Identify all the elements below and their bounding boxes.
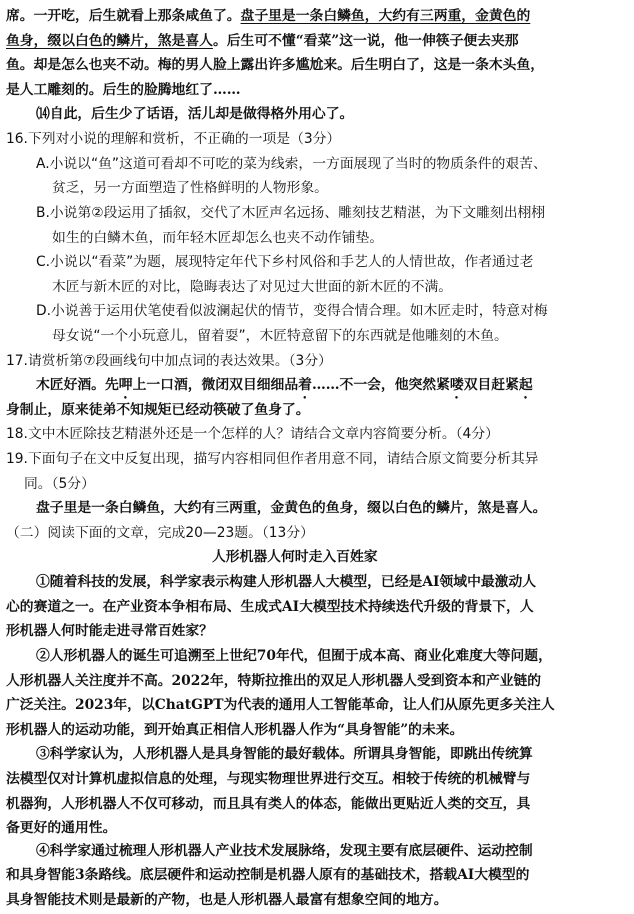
underlined-sentence: 鱼身，缀以白色的鳞片，煞是喜人 — [6, 32, 213, 49]
story-line-5: ⒁自此，后生少了话语，活儿却是做得格外用心了。 — [36, 106, 354, 123]
quote-text: 双目赶紧 — [463, 377, 519, 394]
q16-option-a-line1: A.小说以“鱼”这道可看却不可吃的菜为线索，一方面展现了当时的物质条件的艰苦、 — [36, 155, 547, 172]
article-p1-line2: 心的赛道之一。在产业资本争相布局、生成式AI大模型技术持续迭代升级的背景下，人 — [6, 598, 534, 615]
article-p2-line3: 广泛关注。2023年，以ChatGPT为代表的通用人工智能革命，让人们从原先更多关注人 — [6, 697, 555, 714]
q16-option-d-line2: 母女说“一个小玩意儿，留着耍”，木匠特意留下的东西就是他雕刻的木鱼。 — [52, 327, 508, 344]
question-17-stem: 17.请赏析第⑦段画线句中加点词的表达效果。（3分） — [6, 352, 332, 369]
article-p3-line4: 备更好的通用性。 — [6, 820, 117, 837]
article-p4-line3: 具身智能技术则是最新的产物，也是人形机器人最富有想象空间的地方。 — [6, 892, 448, 908]
dotted-word: 喽 — [449, 377, 464, 394]
story-text: 。后生可不懂“看菜”这一说，他一伸筷子便去夹那 — [212, 32, 519, 49]
article-p3-line3: 机器狗，人形机器人不仅可移动，而且具有类人的体态，能做出更贴近人类的交互，具 — [6, 795, 531, 812]
question-19-stem-line2: 同。（5分） — [24, 475, 95, 492]
story-line-1 — [6, 6, 530, 30]
story-line-4: 是人工雕刻的。后生的脸腾地红了…… — [6, 81, 241, 98]
underlined-sentence: 盘子里是一条白鳞鱼，大约有三两重，金黄色的 — [240, 8, 531, 24]
article-p1-line1: ①随着科技的发展，科学家表示构建人形机器人大模型，已经是AI领域中最激动人 — [36, 574, 537, 591]
article-p1-line3: 形机器人何时能走进寻常百姓家？ — [6, 623, 213, 640]
q19-quote: 盘子里是一条白鳞鱼，大约有三两重，金黄色的鱼身，缀以白色的鳞片，煞是喜人。 — [36, 500, 547, 517]
dotted-word: 着 — [298, 377, 312, 394]
q17-quote-line2: 身制止，原来徒弟不知规矩已经动筷破了鱼身了。 — [6, 401, 310, 418]
quote-text: ……不一会，他突然紧 — [311, 377, 450, 394]
q16-option-b-line2: 如生的白鳞木鱼，而年轻木匠却怎么也夹不动作铺垫。 — [52, 229, 384, 246]
article-p2-line2: 人形机器人关注度并不高。2022年，特斯拉推出的双足人形机器人受到资本和产业链的 — [6, 672, 542, 689]
quote-text: 上一口酒，微闭双目细细品 — [132, 377, 299, 394]
article-p4-line1: ④科学家通过梳理人形机器人产业技术发展脉络，发现主要有底层硬件、运动控制 — [36, 842, 533, 859]
article-p2-line1: ②人形机器人的诞生可追溯至上世纪70年代，但囿于成本高、商业化难度大等问题， — [36, 647, 552, 664]
q16-option-c-line2: 木匠与新木匠的对比，隐晦表达了对见过大世面的新木匠的不满。 — [52, 278, 453, 295]
story-line-2 — [6, 31, 519, 55]
story-text: 席。一开吃，后生就看上那条咸鱼了。 — [6, 8, 241, 24]
dotted-word: 呷 — [118, 377, 133, 394]
q17-quote-line1 — [36, 375, 533, 399]
article-p2-line4: 形机器人的运动功能，到开始真正相信人形机器人作为“具身智能”的未来。 — [6, 721, 464, 738]
question-19-stem-line1: 19.下面句子在文中反复出现，描写内容相同但作者用意不同，请结合原文简要分析其异 — [6, 451, 539, 467]
q16-option-b-line1: B.小说第②段运用了插叙，交代了木匠声名远扬、雕刻技艺精湛，为下文雕刻出栩栩 — [36, 204, 546, 221]
article-p4-line2: 和具身智能3条路线。底层硬件和运动控制是机器人原有的基础技术，搭载AI大模型的 — [6, 867, 530, 884]
question-16-stem: 16.下列对小说的理解和赏析，不正确的一项是（3分） — [6, 131, 341, 148]
q16-option-d-line1: D.小说善于运用伏笔使看似波澜起伏的情节，变得合情合理。如木匠走时，特意对梅 — [36, 303, 548, 320]
dotted-word: 起 — [518, 377, 533, 394]
article-p3-line2: 法模型仅对计算机虚拟信息的处理，与现实物理世界进行交互。相较于传统的机械臂与 — [6, 770, 531, 787]
article-title: 人形机器人何时走入百姓家 — [212, 549, 378, 566]
question-18-stem: 18.文中木匠除技艺精湛外还是一个怎样的人？请结合文章内容简要分析。（4分） — [6, 426, 499, 443]
q16-option-a-line2: 贫乏，另一方面塑造了性格鲜明的人物形象。 — [52, 180, 328, 197]
article-p3-line1: ③科学家认为，人形机器人是具身智能的最好载体。所谓具身智能，即跳出传统算 — [36, 746, 533, 763]
section-2-header: （二）阅读下面的文章，完成20—23题。（13分） — [6, 524, 314, 541]
story-line-3: 鱼。却是怎么也夹不动。梅的男人脸上露出许多尴尬来。后生明白了，这是一条木头鱼， — [6, 57, 545, 74]
quote-text: 木匠好酒。先 — [36, 377, 119, 394]
q16-option-c-line1: C.小说以“看菜”为题，展现特定年代下乡村风俗和手艺人的人情世故，作者通过老 — [36, 254, 534, 271]
